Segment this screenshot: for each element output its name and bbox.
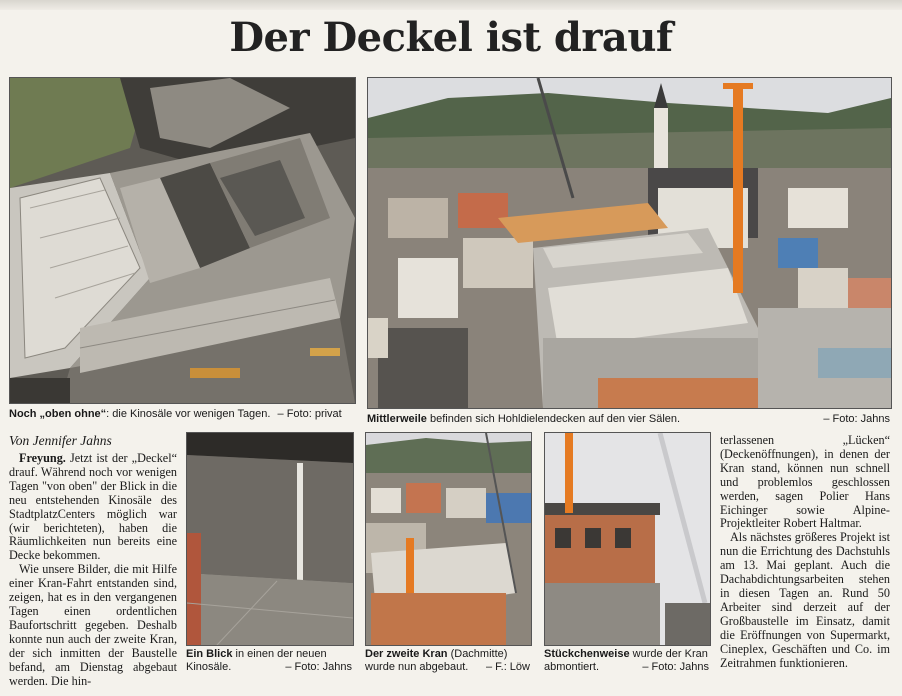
cinema-hall-interior-image xyxy=(187,433,353,645)
byline: Von Jennifer Jahns xyxy=(9,433,112,448)
article-column-1 xyxy=(9,452,177,688)
paragraph-4: Als nächstes größeres Projekt ist nun die Errichtung des Dachstuhls am 13. Mai geplant. Auch die Dachabdichtungsarbeiten stehen in diesen Tagen an. Rund 50 Arbeiter sind derzeit auf der Großbaustelle im Einsatz, damit die Eröffnungen von Supermarkt, Cineplex, Geschäften und Co. im Zeitrahmen funktionieren. xyxy=(720,530,890,670)
paragraph-1-text: Jetzt ist der „Deckel“ drauf. Während noch vor wenigen Tagen "von oben" der Blick in die neu entstehenden Kinosäle des StadtplatzCenters möglich war (wir berichteten), haben die Räumlichkeiten nun bereits eine Decke bekommen. xyxy=(9,451,177,563)
photo-cinema-hall-interior xyxy=(186,432,354,646)
caption-cinema-text: in einen der neuen Kinosäle. xyxy=(186,648,327,673)
crane-dismantled-image xyxy=(545,433,710,645)
second-crane-image xyxy=(366,433,531,645)
credit-cinema: – Foto: Jahns xyxy=(285,661,352,673)
caption-town-bold: Mittlerweile xyxy=(367,413,427,425)
page-top-strip xyxy=(0,0,902,10)
credit-aerial: – Foto: privat xyxy=(277,408,342,420)
photo-aerial-open-halls xyxy=(9,77,356,404)
town-construction-image xyxy=(368,78,891,408)
credit-dismantled: – Foto: Jahns xyxy=(642,661,709,673)
photo-crane-dismantled xyxy=(544,432,711,646)
aerial-open-halls-image xyxy=(10,78,355,403)
paragraph-1 xyxy=(9,452,177,563)
caption-crane-bold: Der zweite Kran xyxy=(365,648,448,660)
caption-second-crane xyxy=(365,648,530,674)
paragraph-3: terlassenen „Lücken“ (Deckenöffnungen), in denen der Kran stand, können nun schnell und problemlos geschlossen werden, sagen Polier Hans Eichinger sowie Alpine-Projektleiter Robert Haltmar. xyxy=(720,433,890,531)
caption-dismantled-bold: Stückchenweise xyxy=(544,648,630,660)
photo-town-construction xyxy=(367,77,892,409)
dateline: Freyung. xyxy=(19,451,66,465)
photo-second-crane xyxy=(365,432,532,646)
paragraph-2: Wie unsere Bilder, die mit Hilfe einer Kran-Fahrt entstanden sind, zeigen, hat es in den vergangenen Tagen einen ordentlichen Baufortschritt gegeben. Deshalb konnte nun auch der zweite Kran, der sich inmitten der Baustelle befand, am Dienstag abgebaut werden. Die hin- xyxy=(9,562,177,688)
caption-town-construction xyxy=(367,413,890,426)
headline: Der Deckel ist drauf xyxy=(229,14,673,61)
credit-town: – Foto: Jahns xyxy=(823,413,890,425)
caption-aerial-text: : die Kinosäle vor wenigen Tagen. xyxy=(106,408,271,420)
caption-town-text: befinden sich Hohldielendecken auf den vier Sälen. xyxy=(426,413,681,425)
caption-cinema-bold: Ein Blick xyxy=(186,648,233,660)
caption-crane-dismantled xyxy=(544,648,709,674)
caption-aerial-bold: Noch „oben ohne“ xyxy=(9,408,107,420)
caption-aerial-open-halls xyxy=(9,408,354,421)
caption-dismantled-text: wurde der Kran abmontiert. xyxy=(544,648,708,673)
credit-crane: – F.: Löw xyxy=(485,661,530,673)
caption-crane-text: (Dachmitte) wurde nun abgebaut. xyxy=(365,648,508,673)
caption-cinema-hall xyxy=(186,648,352,674)
article-column-2 xyxy=(720,434,890,670)
